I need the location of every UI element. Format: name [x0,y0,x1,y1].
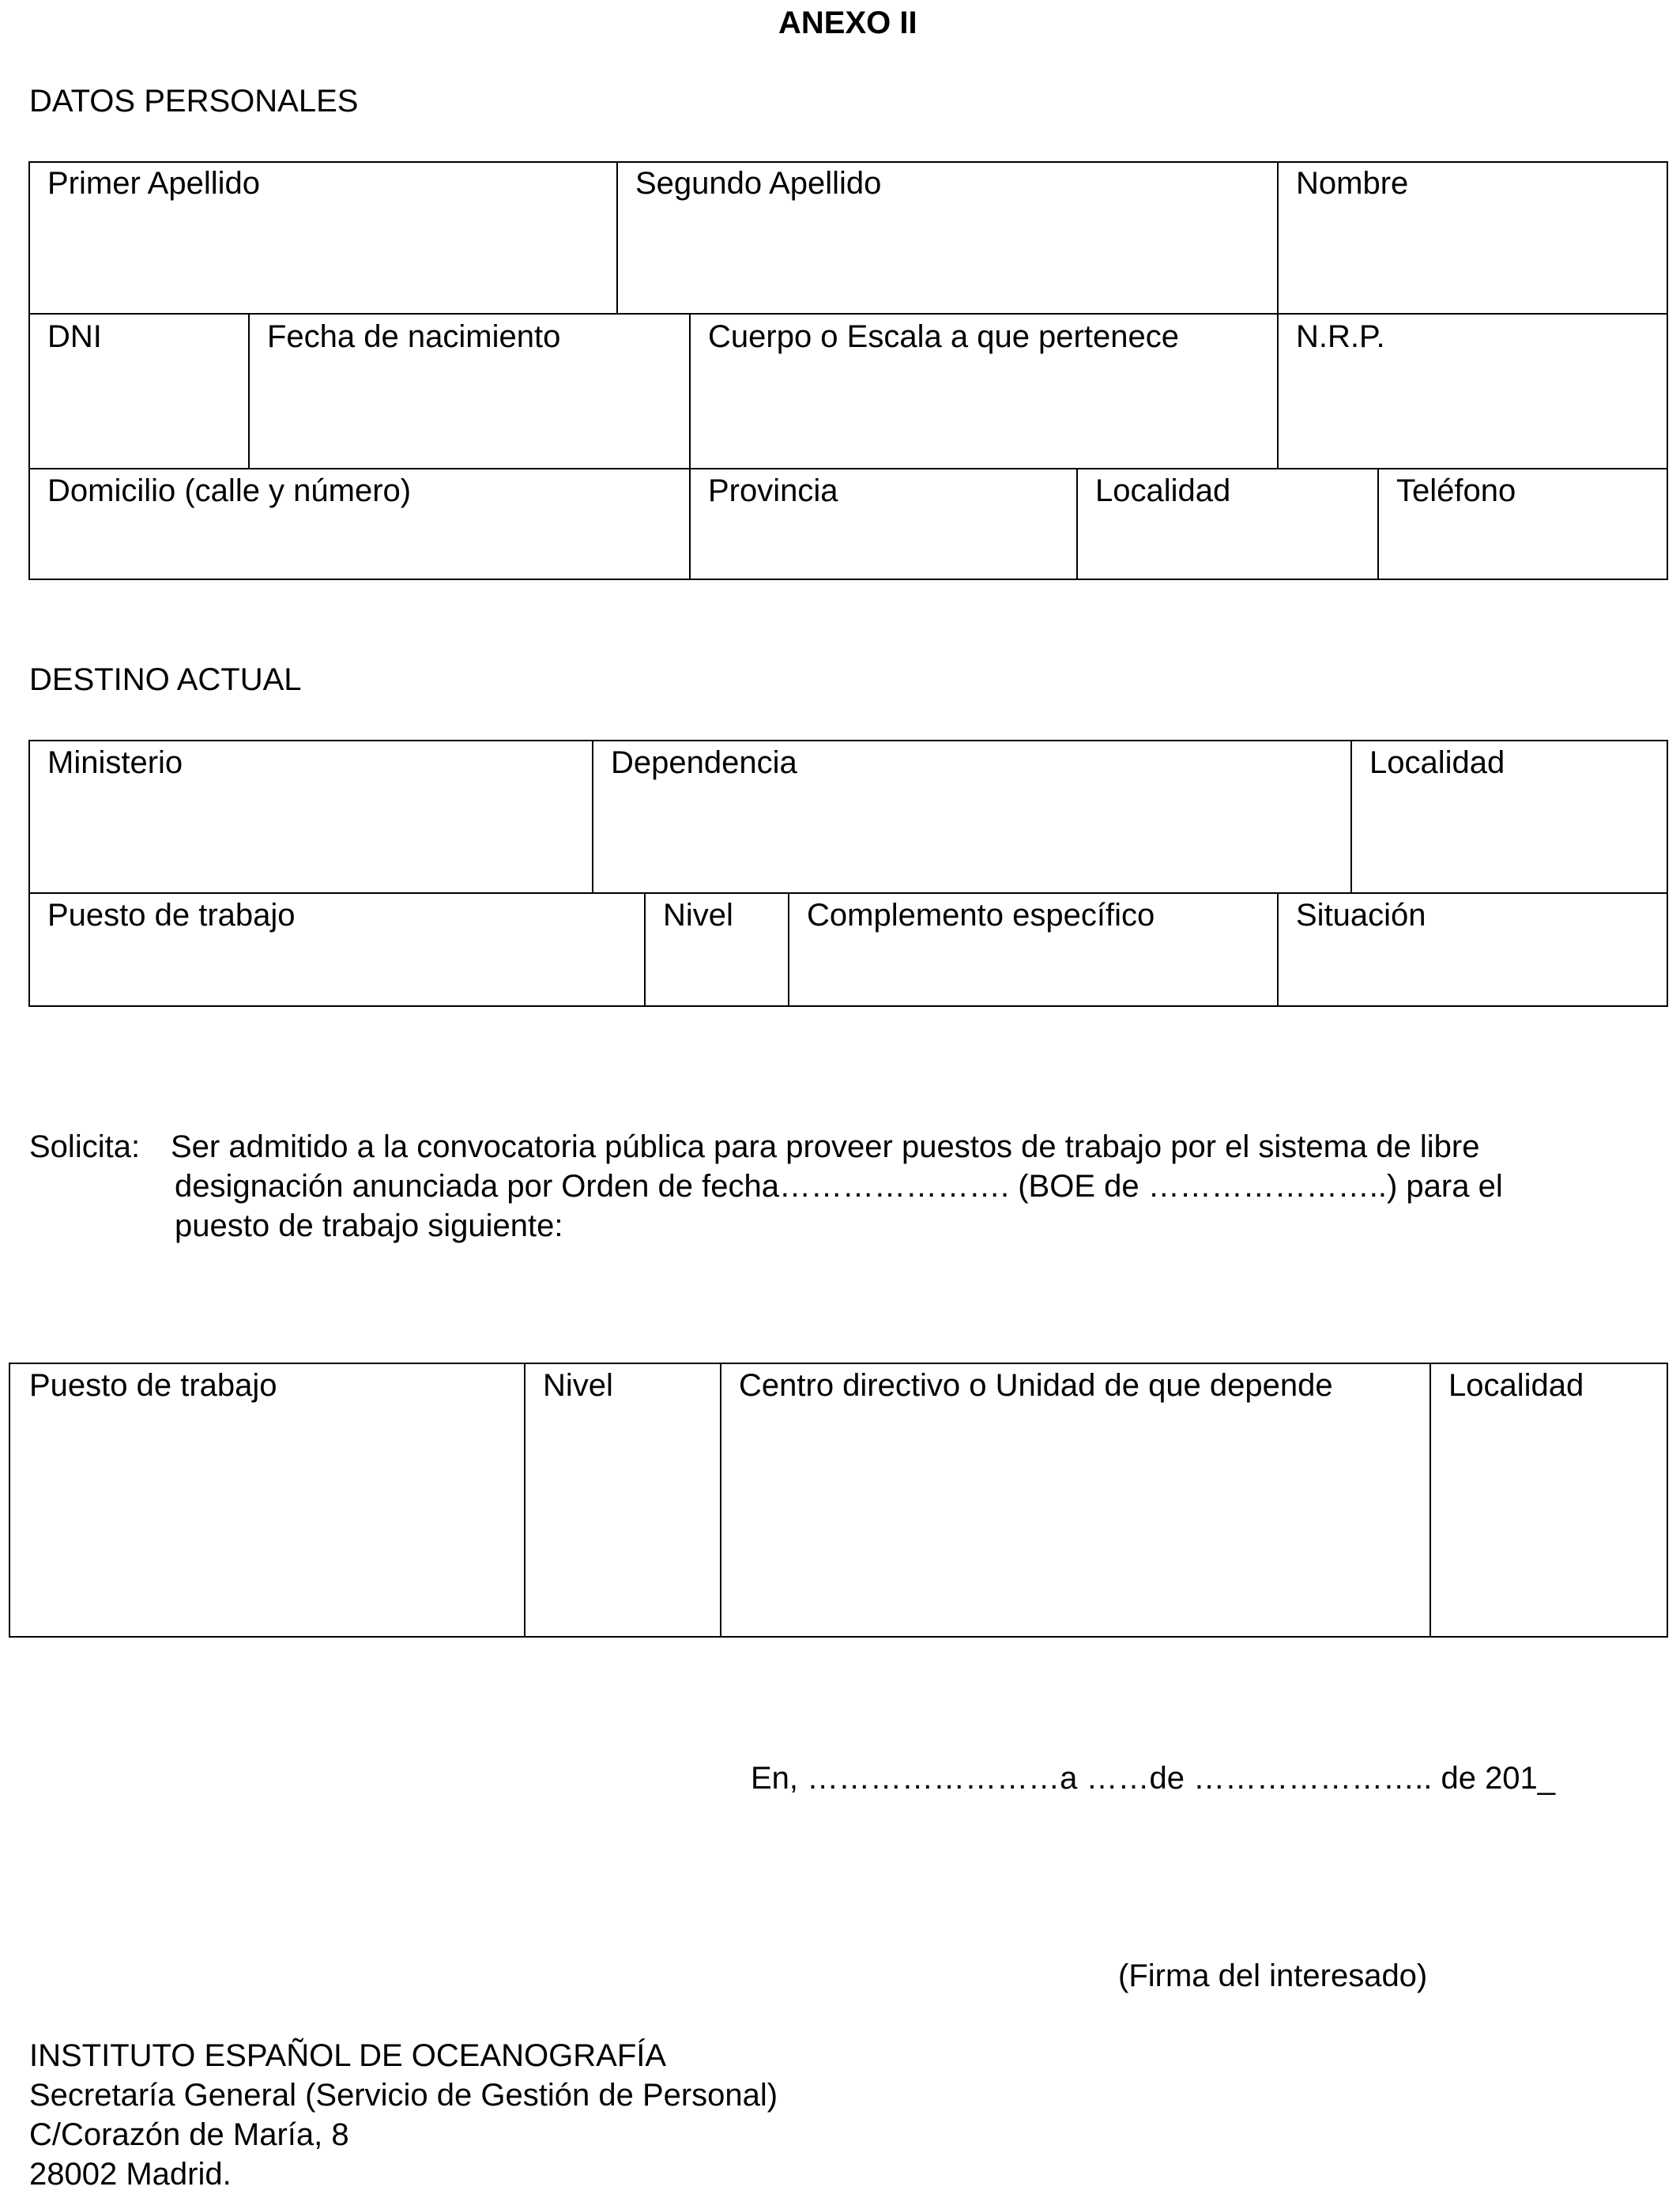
field-localidad-destino[interactable]: Localidad [1369,745,1505,780]
solicita-line-2: designación anunciada por Orden de fecha…………………. (BOE de …………………..) para el [175,1169,1503,1204]
field-dependencia[interactable]: Dependencia [611,745,797,780]
firma-interesado: (Firma del interesado) [1118,1958,1428,1993]
solicita-line-3: puesto de trabajo siguiente: [175,1208,563,1243]
field-dni[interactable]: DNI [47,319,102,354]
field-nombre[interactable]: Nombre [1296,166,1409,201]
section-heading-destino-actual: DESTINO ACTUAL [29,662,302,697]
direccion-linea-1: INSTITUTO ESPAÑOL DE OCEANOGRAFÍA [29,2038,667,2073]
field-primer-apellido[interactable]: Primer Apellido [47,166,261,201]
field-ministerio[interactable]: Ministerio [47,745,183,780]
field-telefono[interactable]: Teléfono [1396,473,1516,508]
direccion-linea-2: Secretaría General (Servicio de Gestión de Personal) [29,2078,778,2113]
field-localidad[interactable]: Localidad [1095,473,1231,508]
field-domicilio[interactable]: Domicilio (calle y número) [47,473,412,508]
field-provincia[interactable]: Provincia [708,473,838,508]
section-heading-datos-personales: DATOS PERSONALES [29,84,359,119]
field-puesto-actual[interactable]: Puesto de trabajo [47,898,296,933]
fecha-linea: En, ……………………a ……de ………………….. de 201_ [751,1761,1556,1796]
page-title: ANEXO II [778,6,917,40]
field-segundo-apellido[interactable]: Segundo Apellido [635,166,882,201]
direccion-linea-3: C/Corazón de María, 8 [29,2117,349,2152]
field-localidad-solicitada[interactable]: Localidad [1448,1368,1584,1403]
field-puesto-solicitado[interactable]: Puesto de trabajo [29,1368,277,1403]
field-complemento-especifico[interactable]: Complemento específico [807,898,1155,933]
solicita-line-1: Ser admitido a la convocatoria pública para proveer puestos de trabajo por el sistema de libre [171,1129,1480,1164]
field-centro-directivo[interactable]: Centro directivo o Unidad de que depende [739,1368,1333,1403]
field-cuerpo-escala[interactable]: Cuerpo o Escala a que pertenece [708,319,1179,354]
direccion-linea-4: 28002 Madrid. [29,2157,232,2192]
field-situacion[interactable]: Situación [1296,898,1426,933]
field-nrp[interactable]: N.R.P. [1296,319,1385,354]
field-fecha-nacimiento[interactable]: Fecha de nacimiento [267,319,561,354]
field-nivel-actual[interactable]: Nivel [663,898,733,933]
solicita-label: Solicita: [29,1129,141,1164]
field-nivel-solicitado[interactable]: Nivel [543,1368,613,1403]
